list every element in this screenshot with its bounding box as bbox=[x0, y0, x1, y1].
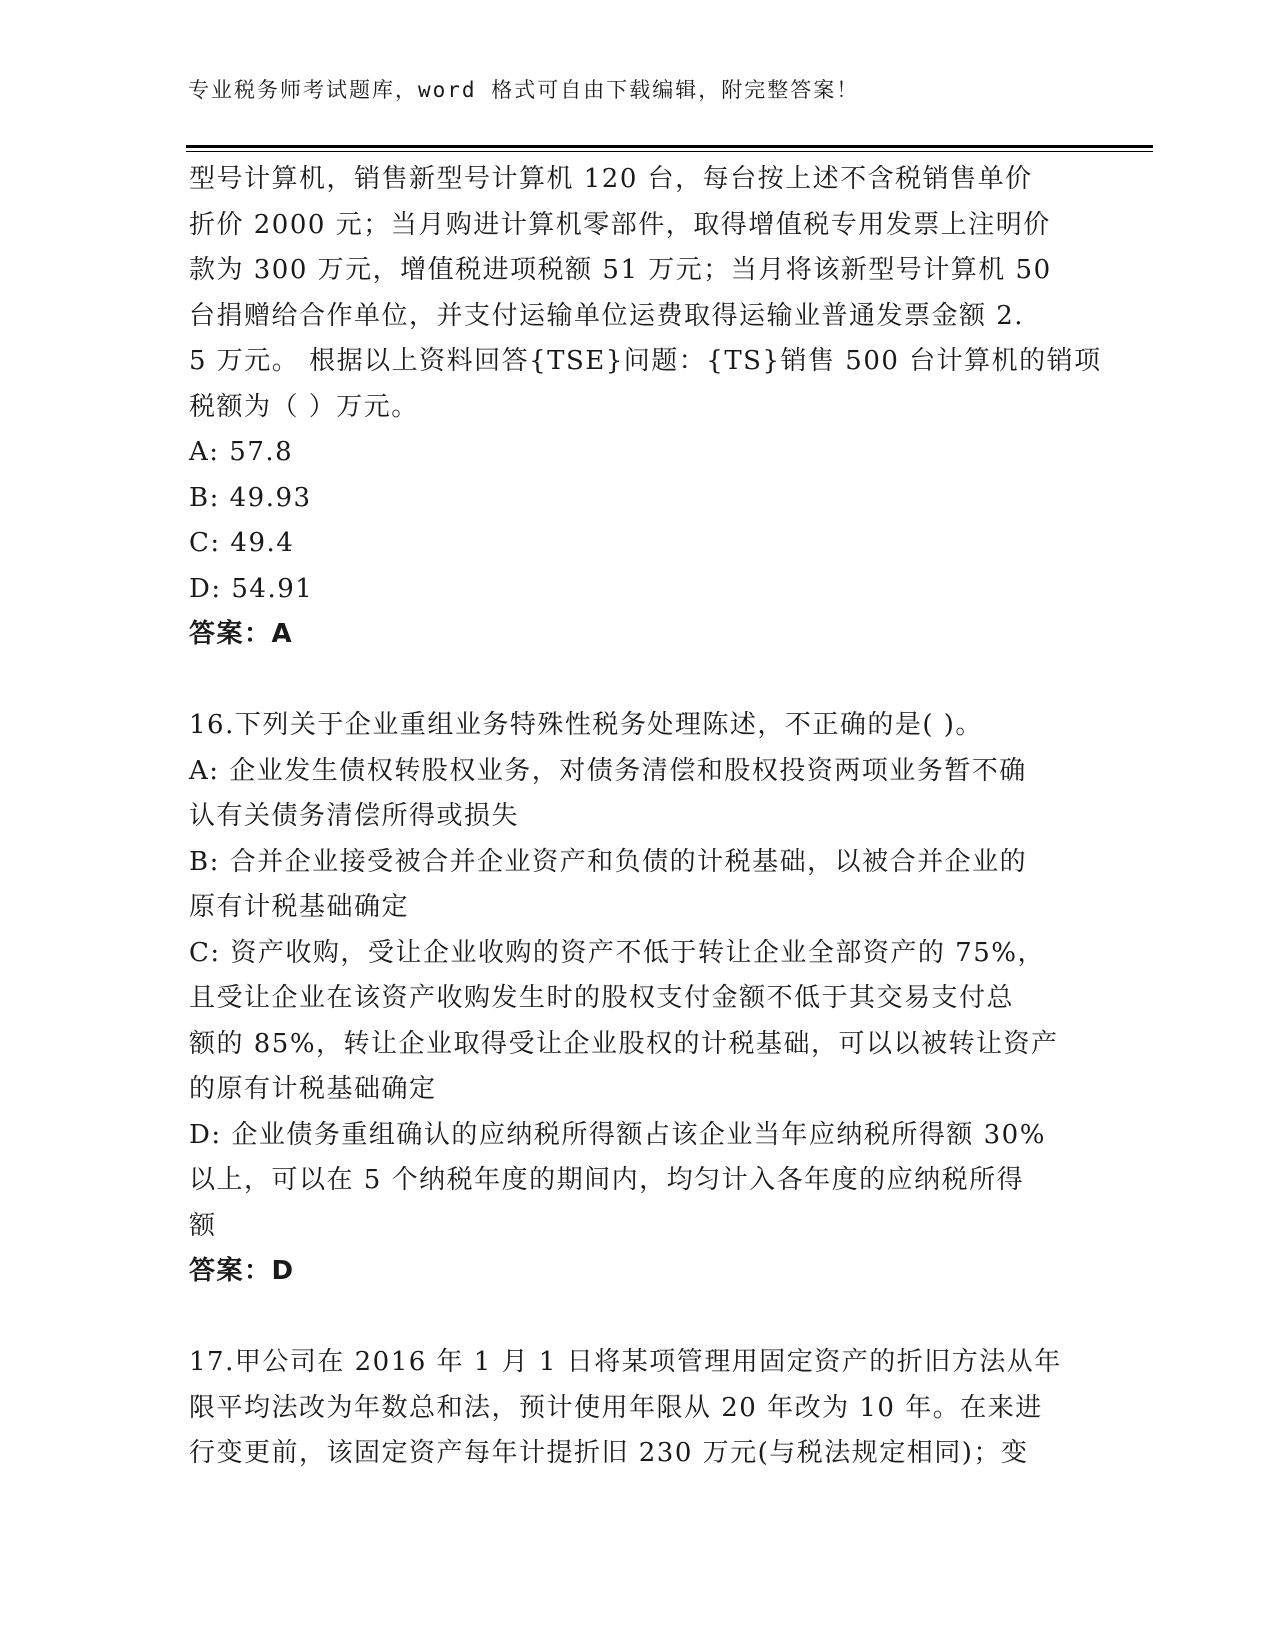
question-15 bbox=[189, 157, 1102, 658]
q16-option-line: 的原有计税基础确定 bbox=[189, 1074, 437, 1104]
q16-option-line: 认有关债务清偿所得或损失 bbox=[189, 801, 520, 831]
header-rule-thick bbox=[186, 145, 1153, 148]
document-body bbox=[189, 157, 1102, 1477]
q16-option-line: D: 企业债务重组确认的应纳税所得额占该企业当年应纳税所得额 30% bbox=[189, 1119, 1046, 1150]
q15-stem-line: 5 万元。 根据以上资料回答{TSE}问题：{TS}销售 500 台计算机的销项 bbox=[189, 346, 1102, 376]
q15-stem-line: 税额为（ ）万元。 bbox=[189, 391, 419, 422]
page-header: 专业税务师考试题库，word 格式可自由下载编辑，附完整答案！ bbox=[188, 78, 860, 102]
q16-option-line: C: 资产收购，受让企业收购的资产不低于转让企业全部资产的 75%， bbox=[189, 937, 1045, 968]
q15-stem-line: 折价 2000 元；当月购进计算机零部件，取得增值税专用发票上注明价 bbox=[189, 209, 1051, 240]
q15-option-c: C: 49.4 bbox=[189, 528, 295, 558]
q15-stem-line: 款为 300 万元，增值税进项税额 51 万元；当月将该新型号计算机 50 bbox=[189, 255, 1052, 285]
q16-option-line: A: 企业发生债权转股权业务，对债务清偿和股权投资两项业务暂不确 bbox=[189, 755, 1027, 786]
q16-option-line: 且受让企业在该资产收购发生时的股权支付金额不低于其交易支付总 bbox=[189, 983, 1015, 1013]
q15-option-d: D: 54.91 bbox=[189, 573, 314, 604]
q16-option-line: 原有计税基础确定 bbox=[189, 892, 410, 922]
q17-stem-line: 行变更前，该固定资产每年计提折旧 230 万元(与税法规定相同)；变 bbox=[189, 1438, 1029, 1468]
q15-answer: 答案：A bbox=[189, 619, 294, 649]
q16-option-line: 额 bbox=[189, 1210, 217, 1241]
q17-stem-line: 限平均法改为年数总和法，预计使用年限从 20 年改为 10 年。在来进 bbox=[189, 1392, 1043, 1423]
q16-option-line: B: 合并企业接受被合并企业资产和负债的计税基础，以被合并企业的 bbox=[189, 846, 1028, 877]
q15-stem-line: 型号计算机，销售新型号计算机 120 台，每台按上述不含税销售单价 bbox=[189, 164, 1033, 194]
q16-option-line: 以上，可以在 5 个纳税年度的期间内，均匀计入各年度的应纳税所得 bbox=[189, 1165, 1025, 1195]
q17-stem-line: 17.甲公司在 2016 年 1 月 1 日将某项管理用固定资产的折旧方法从年 bbox=[189, 1347, 1062, 1377]
q15-option-b: B: 49.93 bbox=[189, 482, 312, 513]
question-16 bbox=[189, 703, 1089, 1295]
q16-answer: 答案：D bbox=[189, 1256, 295, 1286]
q15-option-a: A: 57.8 bbox=[189, 437, 294, 467]
question-17 bbox=[189, 1340, 1089, 1477]
spacer bbox=[189, 658, 1089, 704]
q16-option-line: 额的 85%，转让企业取得受让企业股权的计税基础，可以以被转让资产 bbox=[189, 1028, 1059, 1059]
q16-stem: 16.下列关于企业重组业务特殊性税务处理陈述，不正确的是( )。 bbox=[189, 710, 983, 740]
spacer bbox=[189, 1295, 1089, 1341]
header-rule-thin bbox=[186, 151, 1153, 152]
q15-stem-line: 台捐赠给合作单位，并支付运输单位运费取得运输业普通发票金额 2. bbox=[189, 300, 1025, 331]
